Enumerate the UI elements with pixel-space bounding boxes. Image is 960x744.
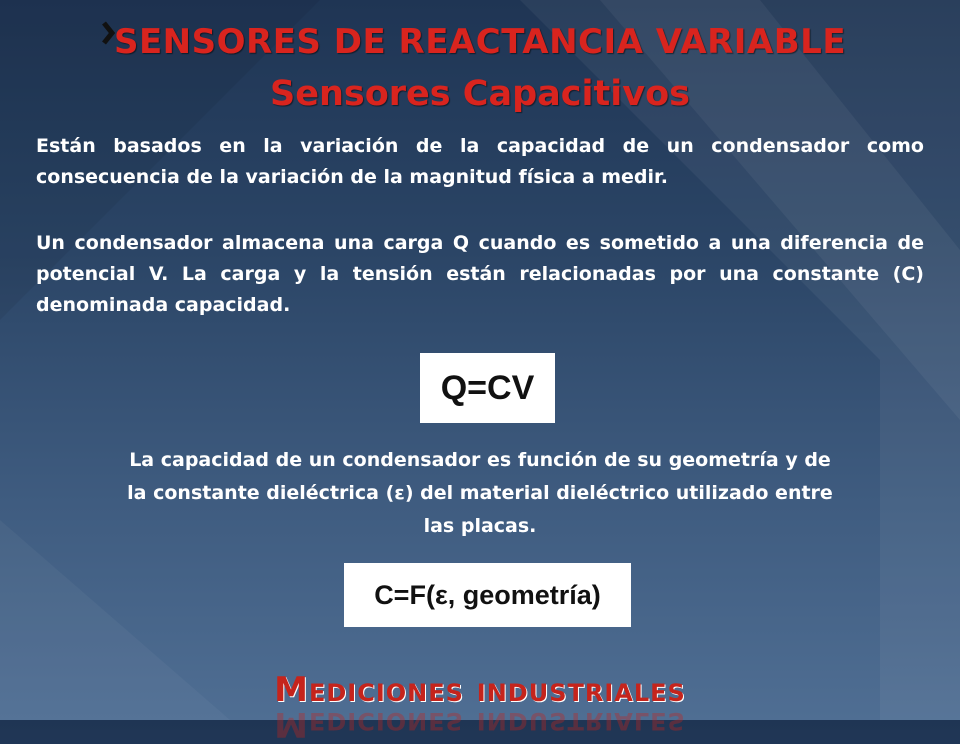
formula-capacity-function (344, 563, 631, 627)
footer-title: Mediciones industriales (274, 670, 686, 710)
slide-title: SENSORES DE REACTANCIA VARIABLE (113, 22, 847, 62)
slide-subtitle: Sensores Capacitivos (270, 74, 690, 114)
formula-q-cv-text: Q=CV (440, 368, 535, 407)
paragraph-definition: Están basados en la variación de la capacidad de un condensador como consecuencia de la variación de la magnitud física a medir. (36, 135, 924, 188)
formula-q-cv (420, 353, 555, 423)
formula-capacity-function-text: C=F(ε, geometría) (374, 579, 601, 610)
paragraph-charge: Un condensador almacena una carga Q cuando es sometido a una diferencia de potencial V. La carga y la tensión están relacionadas por una constante (C) denominada capacidad. (36, 232, 924, 316)
footer-title-reflection: Mediciones industriales (274, 704, 686, 744)
paragraph-capacity: La capacidad de un condensador es función de su geometría y de la constante dieléctrica (ε) del material dieléctrico utilizado entre las placas. (127, 449, 833, 537)
